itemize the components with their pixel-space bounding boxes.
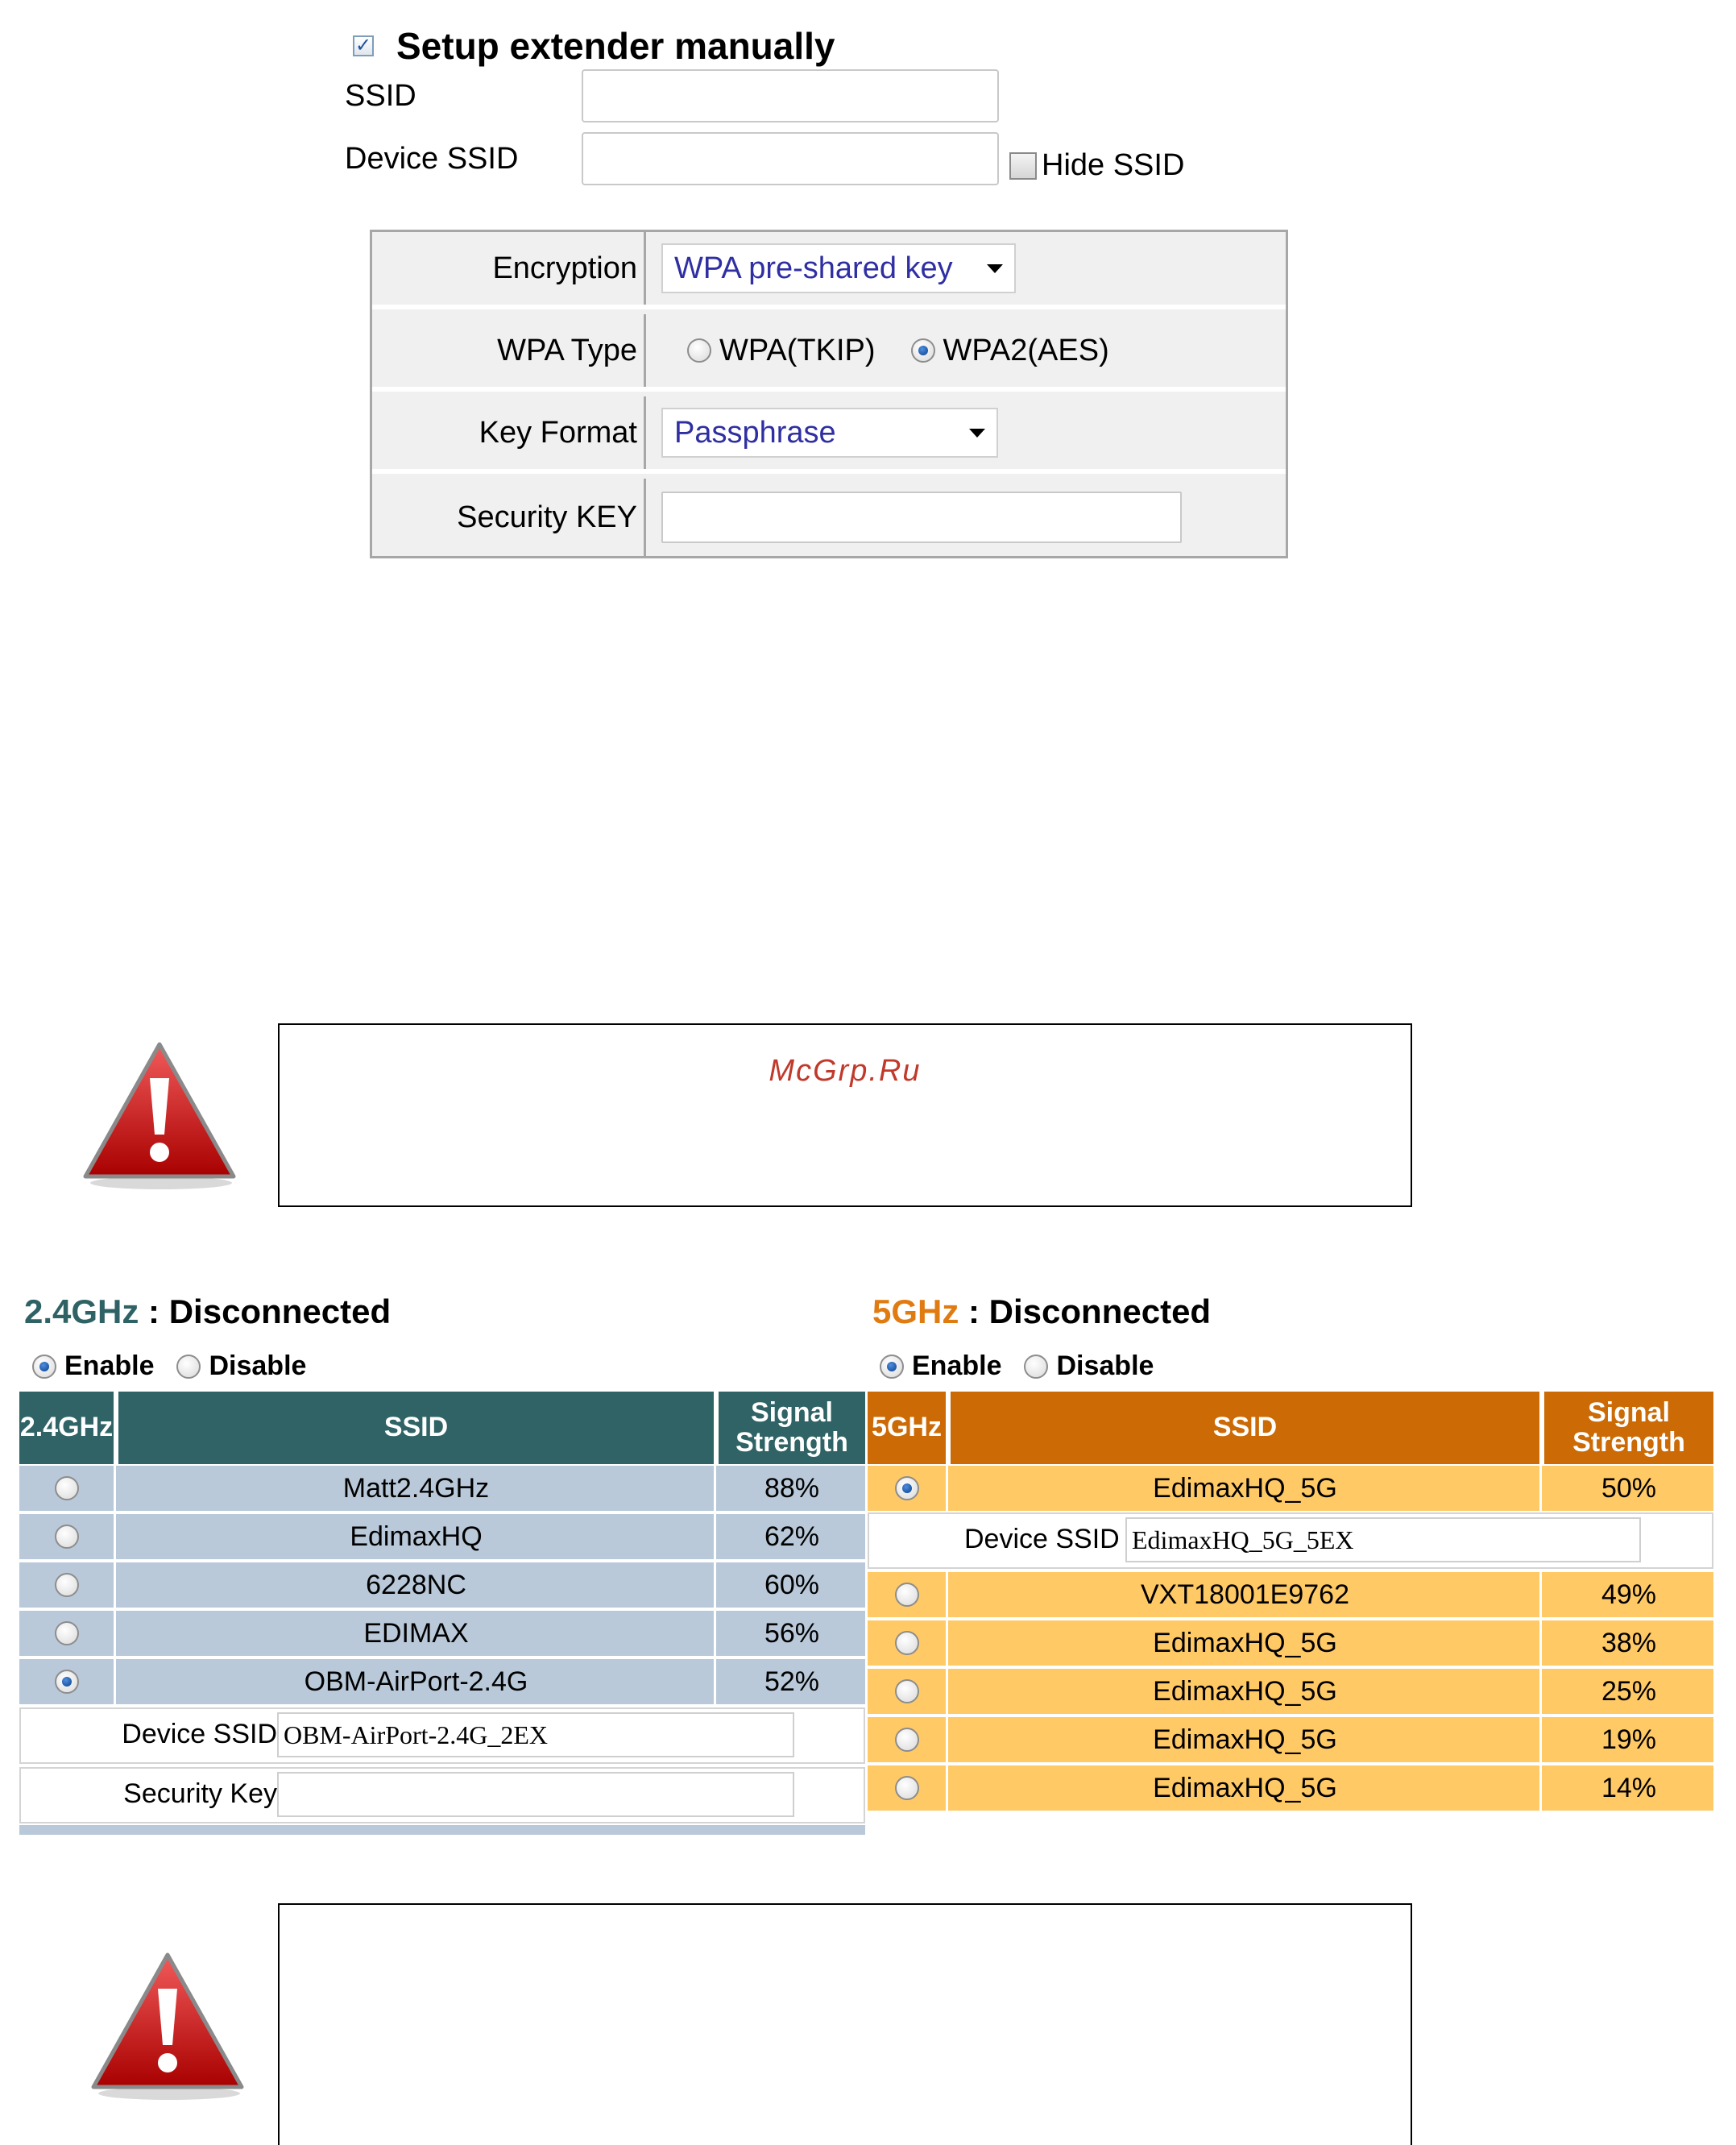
warning-icon bbox=[89, 1950, 247, 2103]
encryption-select[interactable] bbox=[661, 243, 1016, 293]
band24-row[interactable] bbox=[19, 1659, 865, 1704]
band24-enable-radio[interactable] bbox=[32, 1355, 56, 1379]
band24-row-ssid: EdimaxHQ bbox=[118, 1514, 716, 1559]
band5-row-radio[interactable] bbox=[895, 1728, 919, 1752]
band5-device-ssid-value: EdimaxHQ_5G_5EX bbox=[1132, 1525, 1354, 1554]
band24-row-signal: 52% bbox=[764, 1666, 820, 1697]
band5-col-ssid: SSID bbox=[951, 1392, 1542, 1464]
chevron-down-icon bbox=[987, 264, 1003, 273]
band24-status: : Disconnected bbox=[139, 1292, 392, 1330]
chevron-down-icon bbox=[969, 429, 985, 438]
band24-row[interactable] bbox=[19, 1514, 865, 1559]
band5-disable-label: Disable bbox=[1056, 1350, 1154, 1381]
key-format-label: Key Format bbox=[372, 396, 646, 469]
hide-ssid-checkbox[interactable] bbox=[1009, 152, 1037, 180]
band24-security-key-input[interactable] bbox=[277, 1772, 794, 1817]
band5-row-signal: 38% bbox=[1601, 1627, 1657, 1658]
band5-row-selected[interactable] bbox=[868, 1466, 1713, 1511]
band5-table bbox=[868, 1392, 1713, 1820]
band24-row-signal: 88% bbox=[764, 1472, 820, 1504]
security-key-row bbox=[372, 479, 1286, 556]
band24-row-radio[interactable] bbox=[55, 1573, 79, 1597]
band24-row[interactable] bbox=[19, 1611, 865, 1656]
band5-row-signal: 25% bbox=[1601, 1675, 1657, 1707]
encryption-table bbox=[370, 230, 1288, 558]
band5-row-radio[interactable] bbox=[895, 1776, 919, 1800]
wpa2-aes-label: WPA2(AES) bbox=[943, 333, 1109, 367]
band5-row-ssid: EdimaxHQ_5G bbox=[951, 1765, 1542, 1811]
band24-row-ssid: EDIMAX bbox=[118, 1611, 716, 1656]
band5-row-signal: 49% bbox=[1601, 1579, 1657, 1610]
band5-enable-label: Enable bbox=[912, 1350, 1002, 1381]
band24-table bbox=[19, 1392, 865, 1835]
security-key-label: Security KEY bbox=[372, 479, 646, 556]
band24-disable-radio[interactable] bbox=[176, 1355, 201, 1379]
band24-row-radio[interactable] bbox=[55, 1670, 79, 1694]
band5-row-radio[interactable] bbox=[895, 1583, 919, 1607]
band5-row-signal: 19% bbox=[1601, 1724, 1657, 1755]
band24-row-ssid: OBM-AirPort-2.4G bbox=[118, 1659, 716, 1704]
band5-status: : Disconnected bbox=[959, 1292, 1212, 1330]
band24-row-ssid: 6228NC bbox=[118, 1562, 716, 1608]
wpa-type-label: WPA Type bbox=[372, 314, 646, 387]
band5-row-radio[interactable] bbox=[895, 1631, 919, 1655]
ssid-input[interactable] bbox=[582, 69, 999, 122]
band5-device-ssid-row bbox=[868, 1512, 1713, 1569]
band24-row-signal: 56% bbox=[764, 1617, 820, 1649]
band24-security-key-label: Security Key bbox=[123, 1778, 277, 1809]
band24-title bbox=[24, 1292, 391, 1331]
band5-row-radio[interactable] bbox=[895, 1679, 919, 1703]
security-key-input[interactable] bbox=[661, 492, 1182, 543]
band24-device-ssid-row bbox=[19, 1707, 865, 1764]
band24-row[interactable] bbox=[19, 1562, 865, 1608]
band5-row[interactable] bbox=[868, 1669, 1713, 1714]
band24-row-radio[interactable] bbox=[55, 1621, 79, 1645]
wpa-type-row bbox=[372, 314, 1286, 392]
band5-row-signal: 50% bbox=[1601, 1472, 1657, 1504]
band5-disable-radio[interactable] bbox=[1024, 1355, 1048, 1379]
band24-row-ssid: Matt2.4GHz bbox=[118, 1466, 716, 1511]
key-format-row bbox=[372, 396, 1286, 474]
band24-row-radio[interactable] bbox=[55, 1525, 79, 1549]
band24-col-signal: Signal Strength bbox=[719, 1392, 865, 1464]
band5-device-ssid-input[interactable] bbox=[1125, 1517, 1641, 1562]
band5-name: 5GHz bbox=[872, 1292, 959, 1330]
band5-row[interactable] bbox=[868, 1717, 1713, 1762]
band24-table-footer bbox=[19, 1825, 865, 1835]
manual-setup-header bbox=[353, 24, 835, 68]
band5-col-signal: Signal Strength bbox=[1544, 1392, 1713, 1464]
wpa-tkip-label: WPA(TKIP) bbox=[719, 333, 876, 367]
hide-ssid[interactable] bbox=[1009, 148, 1184, 183]
band5-row-radio[interactable] bbox=[895, 1476, 919, 1500]
warning-icon bbox=[81, 1039, 238, 1193]
hide-ssid-label: Hide SSID bbox=[1042, 148, 1185, 182]
band5-row-ssid: EdimaxHQ_5G bbox=[951, 1620, 1542, 1666]
key-format-select[interactable] bbox=[661, 408, 998, 458]
band5-col-band: 5GHz bbox=[868, 1392, 948, 1464]
band24-col-ssid: SSID bbox=[118, 1392, 716, 1464]
band24-row-signal: 60% bbox=[764, 1569, 820, 1600]
band24-disable-label: Disable bbox=[209, 1350, 307, 1381]
band24-row-signal: 62% bbox=[764, 1521, 820, 1552]
watermark-text: McGrp.Ru bbox=[769, 1054, 922, 1088]
band24-security-key-row bbox=[19, 1767, 865, 1823]
key-format-select-value: Passphrase bbox=[674, 415, 836, 450]
device-ssid-label: Device SSID bbox=[345, 142, 519, 176]
encryption-row bbox=[372, 232, 1286, 309]
band5-device-ssid-label: Device SSID bbox=[964, 1524, 1120, 1554]
encryption-select-value: WPA pre-shared key bbox=[674, 251, 953, 285]
band5-row-ssid: VXT18001E9762 bbox=[951, 1572, 1542, 1617]
band24-row[interactable] bbox=[19, 1466, 865, 1511]
band24-enable-row bbox=[32, 1350, 306, 1382]
band5-title bbox=[872, 1292, 1211, 1331]
band5-row-ssid: EdimaxHQ_5G bbox=[951, 1717, 1542, 1762]
band5-row-ssid: EdimaxHQ_5G bbox=[951, 1466, 1542, 1511]
ssid-label: SSID bbox=[345, 79, 416, 113]
encryption-label: Encryption bbox=[372, 232, 646, 305]
band24-col-band: 2.4GHz bbox=[19, 1392, 116, 1464]
warning-box-2 bbox=[278, 1903, 1412, 2145]
manual-setup-title: Setup extender manually bbox=[396, 25, 835, 67]
band24-row-radio[interactable] bbox=[55, 1476, 79, 1500]
band24-name: 2.4GHz bbox=[24, 1292, 139, 1330]
wpa2-aes-radio[interactable] bbox=[911, 338, 935, 363]
band24-device-ssid-input[interactable] bbox=[277, 1712, 794, 1757]
band5-row[interactable] bbox=[868, 1620, 1713, 1666]
band5-enable-row bbox=[880, 1350, 1154, 1382]
band5-row-ssid: EdimaxHQ_5G bbox=[951, 1669, 1542, 1714]
warning-box-1 bbox=[278, 1023, 1412, 1207]
band5-row[interactable] bbox=[868, 1765, 1713, 1811]
band24-device-ssid-value: OBM-AirPort-2.4G_2EX bbox=[284, 1720, 548, 1749]
band5-row-signal: 14% bbox=[1601, 1772, 1657, 1803]
manual-setup-checkbox[interactable]: ✓ bbox=[353, 35, 374, 56]
band5-enable-radio[interactable] bbox=[880, 1355, 904, 1379]
device-ssid-input[interactable] bbox=[582, 132, 999, 185]
band24-enable-label: Enable bbox=[64, 1350, 155, 1381]
band5-row[interactable] bbox=[868, 1572, 1713, 1617]
wpa-tkip-radio[interactable] bbox=[687, 338, 711, 363]
band24-device-ssid-label: Device SSID bbox=[122, 1719, 277, 1749]
